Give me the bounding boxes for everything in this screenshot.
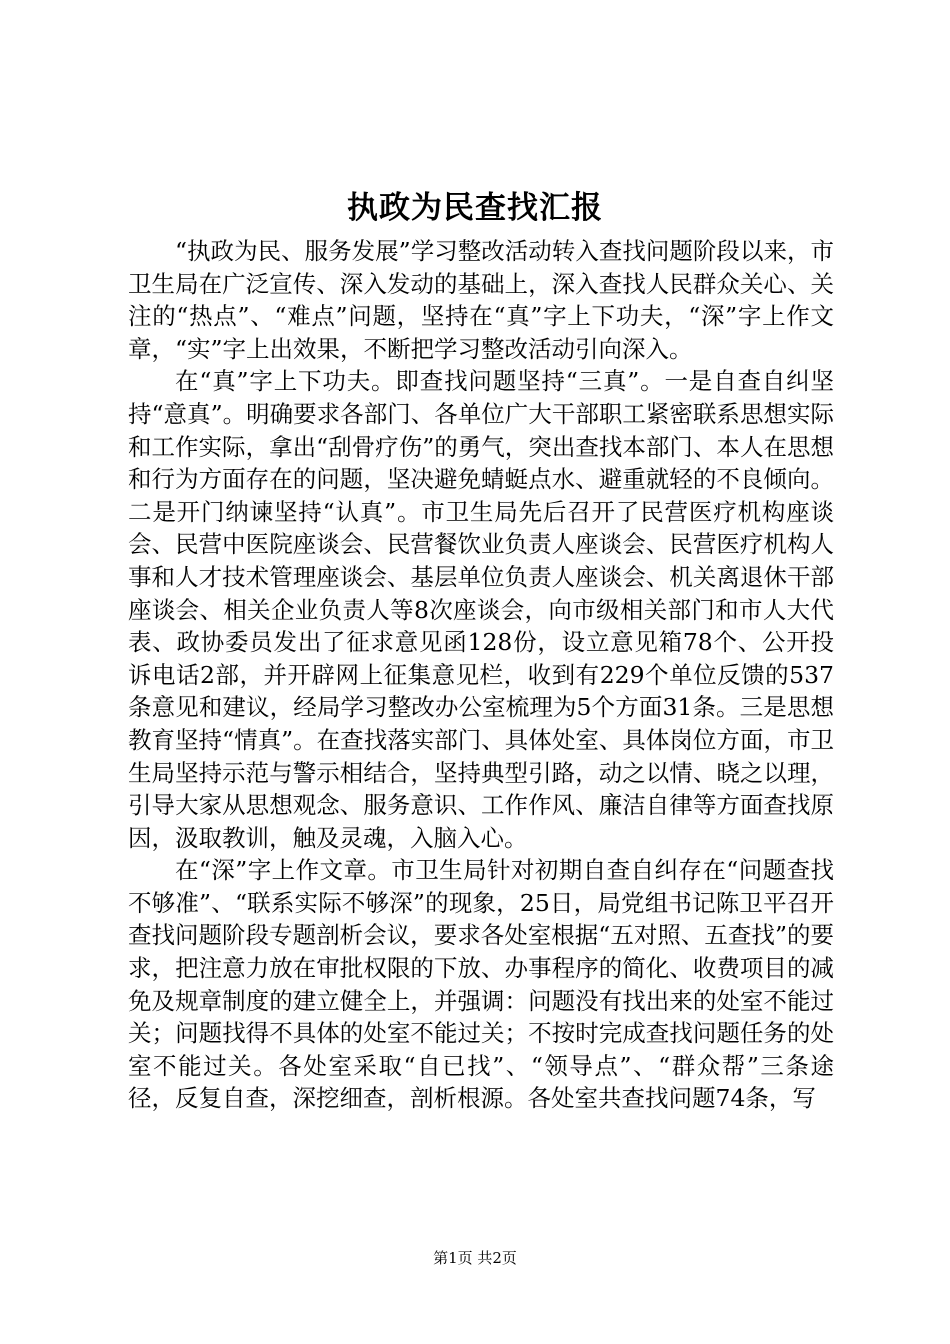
- document-title: 执政为民查找汇报: [347, 190, 603, 226]
- page-footer: 第1页 共2页: [433, 1249, 517, 1267]
- document-body: [128, 235, 834, 1115]
- paragraph-intro: “执政为民、服务发展”学习整改活动转入查找问题阶段以来，市卫生局在广泛宣传、深入发动的基础上，深入查找人民群众关心、关注的“热点”、“难点”问题，坚持在“真”字上下功夫，“深”字上作文章，“实”字上出效果，不断把学习整改活动引向深入。: [128, 237, 834, 363]
- paragraph-zhen: 在“真”字上下功夫。即查找问题坚持“三真”。一是自查自纠坚持“意真”。明确要求各部门、各单位广大干部职工紧密联系思想实际和工作实际，拿出“刮骨疗伤”的勇气，突出查找本部门、本人在思想和行为方面存在的问题，坚决避免蜻蜓点水、避重就轻的不良倾向。二是开门纳谏坚持“认真”。市卫生局先后召开了民营医疗机构座谈会、民营中医院座谈会、民营餐饮业负责人座谈会、民营医疗机构人事和人才技术管理座谈会、基层单位负责人座谈会、机关离退休干部座谈会、相关企业负责人等8次座谈会，向市级相关部门和市人大代表、政协委员发出了征求意见函128份，设立意见箱78个、公开投诉电话2部，并开辟网上征集意见栏，收到有229个单位反馈的537条意见和建议，经局学习整改办公室梳理为5个方面31条。三是思想教育坚持“情真”。在查找落实部门、具体处室、具体岗位方面，市卫生局坚持示范与警示相结合，坚持典型引路，动之以情、晓之以理，引导大家从思想观念、服务意识、工作作风、廉洁自律等方面查找原因，汲取教训，触及灵魂，入脑入心。: [128, 367, 834, 852]
- paragraph-shen: 在“深”字上作文章。市卫生局针对初期自查自纠存在“问题查找不够准”、“联系实际不够深”的现象，25日，局党组书记陈卫平召开查找问题阶段专题剖析会议，要求各处室根据“五对照、五查找”的要求，把注意力放在审批权限的下放、办事程序的简化、收费项目的减免及规章制度的建立健全上，并强调：问题没有找出来的处室不能过关；问题找得不具体的处室不能过关；不按时完成查找问题任务的处室不能过关。各处室采取“自已找”、“领导点”、“群众帮”三条途径，反复自查，深挖细查，剖析根源。各处室共查找问题74条，写: [128, 856, 834, 1113]
